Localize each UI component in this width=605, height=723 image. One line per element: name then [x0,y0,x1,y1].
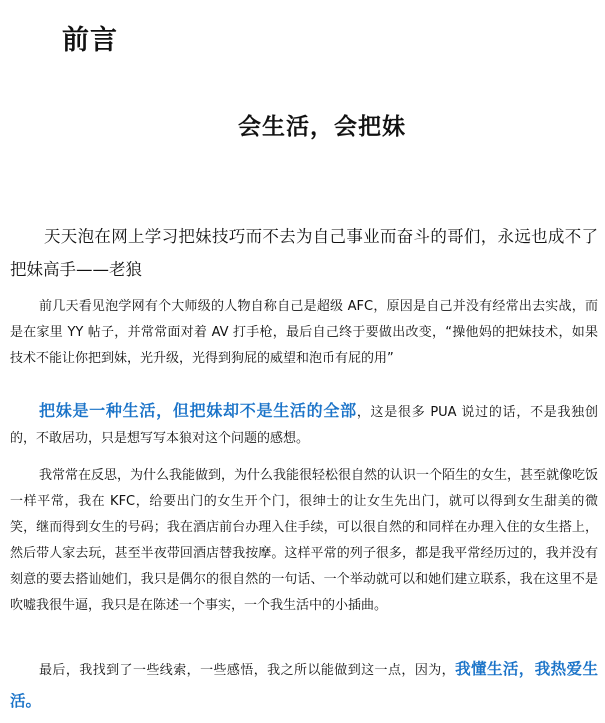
highlight-thesis: 把妹是一种生活，但把妹却不是生活的全部 [39,401,357,420]
paragraph-reflection: 我常常在反思，为什么我能做到，为什么我能很轻松很自然的认识一个陌生的女生，甚至就像吃饭一样平常，我在 KFC，给要出门的女生开个门，很绅士的让女生先出门，就可以得到女生甜美的微笑，继而得到女生的号码；我在酒店前台办理入住手续，可以很自然的和同样在办理入住的女生搭上，然后带人家去玩，甚至半夜带回酒店替我按摩。这样平常的列子很多，都是我平常经历过的，我并没有刻意的要去搭讪她们，我只是偶尔的很自然的一句话、一个举动就可以和她们建立联系，我在这里不是吹嘘我很牛逼，我只是在陈述一个事实，一个我生活中的小插曲。 [10,468,599,613]
paragraph-conclusion [10,654,598,718]
paragraph-intro: 前几天看见泡学网有个大师级的人物自称自己是超级 AFC，原因是自己并没有经常出去实战，而是在家里 YY 帖子，并常常面对着 AV 打手枪，最后自己终于要做出改变，“操他妈的把妹技术，如果技术不能让你把到妹，光升级，光得到狗屁的威望和泡币有屁的用” [10,299,598,366]
paragraph-thesis [10,398,598,452]
highlight-conclusion: 我懂生活，我热爱生活。 [10,660,598,710]
preface-title: 前言 [62,25,118,56]
paragraph-conclusion-start: 最后，我找到了一些线索，一些感悟，我之所以能做到这一点，因为， [39,663,456,678]
paragraph-thesis-rest: ，这是很多 PUA 说过的话，不是我独创的，不敢居功，只是想写写本狼对这个问题的感想。 [10,405,598,446]
epigraph-quote: 天天泡在网上学习把妹技巧而不去为自己事业而奋斗的哥们，永远也成不了把妹高手——老狼 [10,227,598,279]
chapter-title: 会生活，会把妹 [238,114,406,140]
